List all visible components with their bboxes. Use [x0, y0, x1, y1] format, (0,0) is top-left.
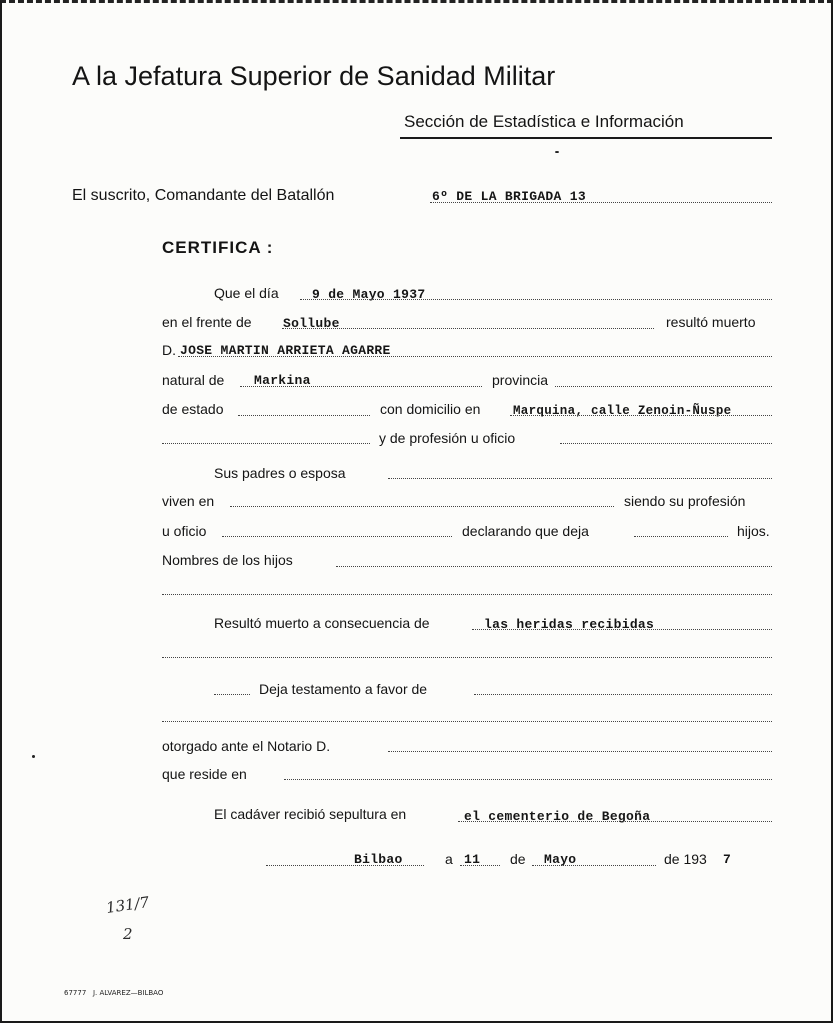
- reside-label: que reside en: [162, 766, 247, 782]
- page-title: A la Jefatura Superior de Sanidad Militar: [72, 61, 556, 91]
- battalion-line: [430, 202, 772, 203]
- provincia-line: [555, 386, 772, 387]
- testamento-label: Deja testamento a favor de: [259, 681, 428, 697]
- month-value: Mayo: [544, 852, 577, 867]
- nombres-hijos-label: Nombres de los hijos: [162, 552, 293, 568]
- domicilio-line: [510, 415, 772, 416]
- ink-speck: [555, 151, 559, 153]
- ink-speck: [32, 755, 35, 758]
- testamento-prefix-line: [214, 694, 250, 695]
- estado-line: [238, 415, 370, 416]
- natural-line: [240, 386, 482, 387]
- consecuencia-label: Resultó muerto a consecuencia de: [214, 615, 430, 631]
- siendo-label: siendo su profesión: [624, 493, 746, 509]
- profesion-label: y de profesión u oficio: [379, 430, 516, 446]
- hijos-label: hijos.: [737, 523, 770, 539]
- reside-line: [284, 779, 772, 780]
- date-line: [300, 299, 772, 300]
- hijos-count-line: [634, 536, 728, 537]
- de-label: de: [510, 851, 526, 867]
- printer-name: J. ALVAREZ—BILBAO: [92, 989, 164, 997]
- place-value: Bilbao: [354, 852, 403, 867]
- domicilio-value: Marquina, calle Zenoin-Ñuspe: [513, 404, 732, 418]
- profesion-prefix-line: [162, 443, 370, 444]
- subtitle-underline: [400, 137, 772, 139]
- front-line: [282, 328, 654, 329]
- padres-line: [388, 478, 772, 479]
- domicilio-label: con domicilio en: [380, 401, 481, 417]
- date-value: 9 de Mayo 1937: [312, 287, 426, 302]
- provincia-label: provincia: [492, 372, 549, 388]
- padres-label: Sus padres o esposa: [214, 465, 346, 481]
- handwritten-ref: 131/7: [104, 893, 151, 917]
- sepultura-label: El cadáver recibió sepultura en: [214, 806, 407, 822]
- estado-label: de estado: [162, 401, 224, 417]
- testamento-line-2: [162, 721, 772, 722]
- section-subtitle: Sección de Estadística e Información: [404, 112, 684, 131]
- died-label: resultó muerto: [666, 314, 756, 330]
- intro-label: El suscrito, Comandante del Batallón: [72, 187, 335, 204]
- print-code: 67777: [64, 989, 87, 997]
- certifica-heading: CERTIFICA :: [162, 238, 274, 257]
- natural-value: Markina: [254, 373, 311, 388]
- declarando-label: declarando que deja: [462, 523, 589, 539]
- profesion-line: [560, 443, 772, 444]
- viven-label: viven en: [162, 493, 215, 509]
- front-value: Sollube: [283, 316, 340, 331]
- year-label: de 193: [664, 851, 707, 867]
- name-prefix: D.: [162, 342, 176, 358]
- name-line: [178, 356, 772, 357]
- sepultura-line: [458, 821, 772, 822]
- consecuencia-line-2: [162, 657, 772, 658]
- nombres-hijos-line-2: [162, 594, 772, 595]
- natural-label: natural de: [162, 372, 225, 388]
- notario-line: [388, 751, 772, 752]
- front-label: en el frente de: [162, 314, 252, 330]
- sepultura-value: el cementerio de Begoña: [464, 809, 651, 824]
- consecuencia-line: [472, 629, 772, 630]
- testamento-line: [474, 694, 772, 695]
- oficio-line: [222, 536, 452, 537]
- day-value: 11: [464, 852, 481, 867]
- a-label: a: [445, 851, 453, 867]
- consecuencia-value: las heridas recibidas: [484, 617, 655, 632]
- printer-imprint: [64, 989, 163, 998]
- oficio-label: u oficio: [162, 523, 207, 539]
- nombres-hijos-line: [336, 566, 772, 567]
- viven-line: [230, 506, 614, 507]
- date-label: Que el día: [214, 285, 279, 301]
- battalion-value: 6º DE LA BRIGADA 13: [432, 189, 586, 204]
- handwritten-num: 2: [123, 925, 133, 943]
- notario-label: otorgado ante el Notario D.: [162, 738, 331, 754]
- deceased-name: JOSE MARTIN ARRIETA AGARRE: [180, 343, 391, 358]
- year-digit: 7: [723, 852, 732, 867]
